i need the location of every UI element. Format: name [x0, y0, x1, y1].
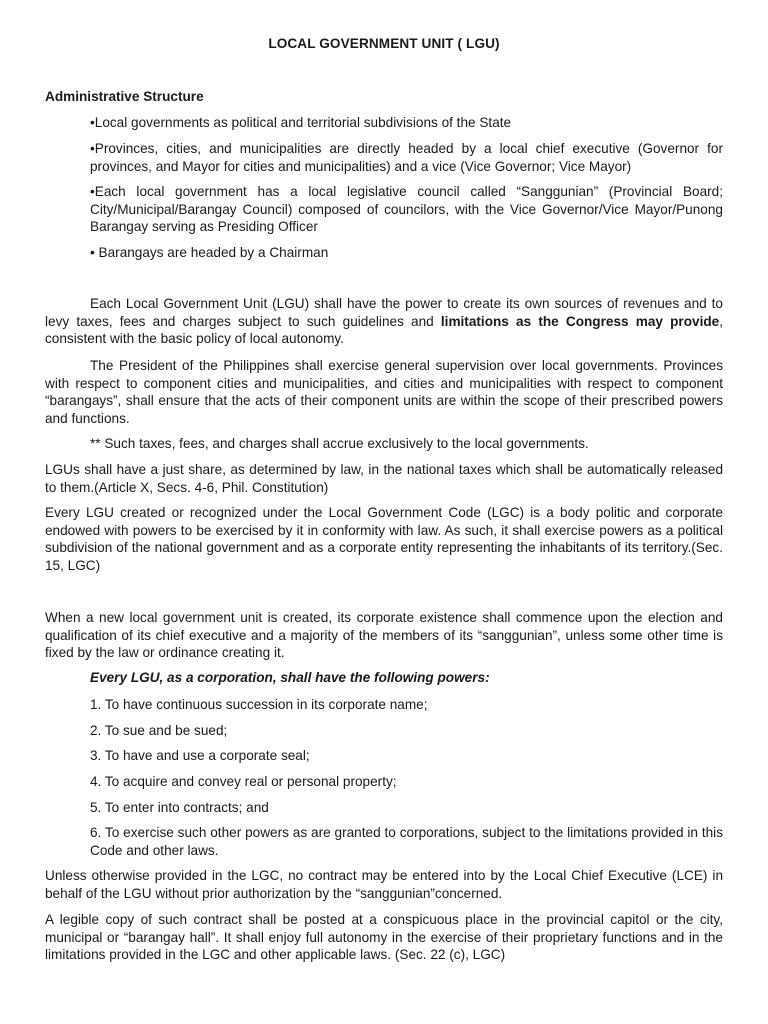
bullet-item: •Local governments as political and territorial subdivisions of the State	[90, 115, 512, 130]
paragraph-revenue-text-end: , consistent with the basic policy of local autonomy.	[45, 313, 724, 346]
paragraph-legible-copy: A legible copy of such contract shall be posted at a conspicuous place in the provincial capitol or the city, municipal or “barangay hall”. It shall enjoy full autonomy in the exercise of their proprietary functions and in the limitations provided in the LGC and other applicable laws. (Sec. 22 (c), LGC)	[45, 912, 723, 962]
bullet-item: •Provinces, cities, and municipalities are directly headed by a local chief executive (Governor for provinces, and Mayor for cities and municipalities) and a vice (Vice Governor; Vice Mayor)	[90, 141, 723, 174]
power-item: 4. To acquire and convey real or personal property;	[90, 774, 397, 789]
power-item: 3. To have and use a corporate seal;	[90, 748, 310, 763]
paragraph-new-lgu: When a new local government unit is created, its corporate existence shall commence upon the election and qualification of its chief executive and a majority of the members of its “sanggunian”, unless some other time is fixed by the law or ordinance creating it.	[45, 610, 723, 660]
paragraph-unless: Unless otherwise provided in the LGC, no contract may be entered into by the Local Chief Executive (LCE) in behalf of the LGU without prior authorization by the “sanggunian”concerned.	[45, 868, 723, 901]
paragraph-revenue-bold: limitations as the Congress may provide	[440, 313, 720, 329]
bullet-item: • Barangays are headed by a Chairman	[90, 245, 329, 260]
power-item: 2. To sue and be sued;	[90, 723, 228, 738]
paragraph-revenue-text: Each Local Government Unit (LGU) shall have the power to create its own sources of revenues and to levy taxes, fees and charges subject to such guidelines and	[45, 296, 723, 329]
power-item: 5. To enter into contracts; and	[90, 800, 269, 815]
power-item: 1. To have continuous succession in its corporate name;	[90, 697, 428, 712]
paragraph-every-lgu: Every LGU created or recognized under the Local Government Code (LGC) is a body politic and corporate endowed with powers to be exercised by it in conformity with law. As such, it shall exercise powers as a political subdivision of the national government and as a corporate entity representing the inhabitants of its territory.(Sec. 15, LGC)	[45, 505, 723, 573]
paragraph-accrue: ** Such taxes, fees, and charges shall accrue exclusively to the local governments.	[90, 436, 589, 451]
bullet-item: •Each local government has a local legislative council called “Sanggunian” (Provincial Board; City/Municipal/Barangay Council) composed of councilors, with the Vice Governor/Vice Mayor/Punong Barangay serving as Presiding Officer	[90, 184, 723, 234]
paragraph-president: The President of the Philippines shall exercise general supervision over local governments. Provinces with respect to component cities and municipalities, and cities and municipalities with respect to component “barangays”, shall ensure that the acts of their component units are within the scope of their prescribed powers and functions.	[45, 358, 723, 426]
power-item: 6. To exercise such other powers as are granted to corporations, subject to the limitations provided in this Code and other laws.	[90, 825, 723, 858]
page-title: LOCAL GOVERNMENT UNIT ( LGU)	[268, 36, 500, 51]
powers-heading: Every LGU, as a corporation, shall have the following powers:	[90, 670, 490, 685]
paragraph-just-share: LGUs shall have a just share, as determined by law, in the national taxes which shall be automatically released to them.(Article X, Secs. 4-6, Phil. Constitution)	[45, 462, 723, 495]
section-heading-administrative-structure: Administrative Structure	[45, 89, 204, 104]
paragraph-revenue	[45, 295, 723, 348]
